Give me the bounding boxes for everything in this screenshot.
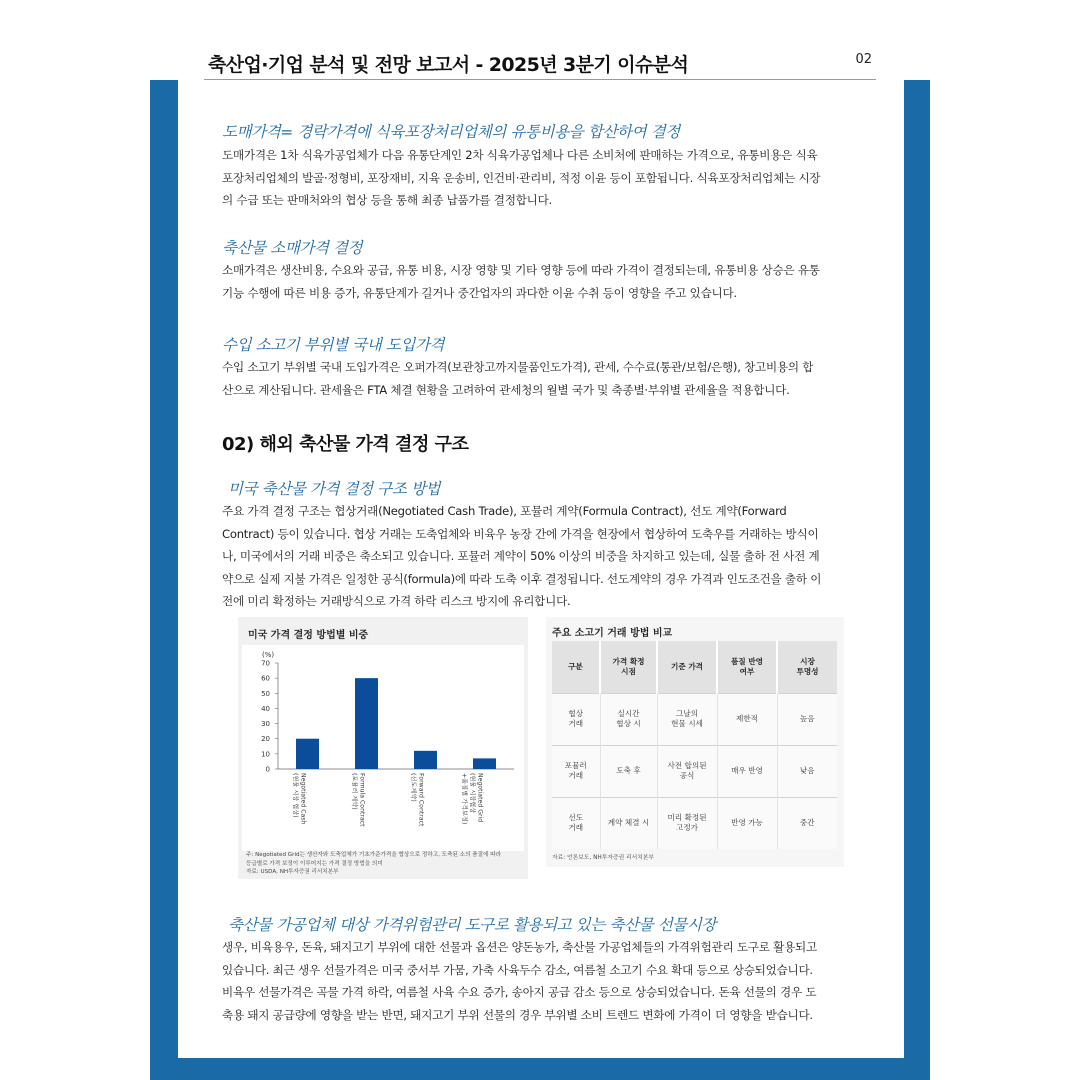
paragraph-line: 약으로 실제 지불 가격은 일정한 공식(formula)에 따라 도축 이후 결정됩니다. 선도계약의 경우 가격과 인도조건을 출하 이 (222, 571, 822, 586)
table-cell: 도축 후 (600, 745, 657, 797)
y-tick-label: 0 (265, 765, 270, 774)
paragraph-line: 축용 돼지 공급량에 영향을 받는 반면, 돼지고기 부위 선물의 경우 부위별 소비 트렌드 변화에 가격이 더 영향을 받습니다. (222, 1007, 813, 1022)
y-tick-label: 70 (261, 659, 270, 668)
table-cell: 그날의 현물 시세 (657, 693, 717, 745)
chart-note-line: 주: Negotiated Grid는 생산자와 도축업체가 기초가준가격을 협상으로 정하고, 도축된 소의 품질에 따라 (246, 852, 502, 858)
table-cell: 실시간 협상 시 (600, 693, 657, 745)
svg-text:Negotiated Cash: Negotiated Cash (299, 773, 307, 825)
paragraph-line: Contract) 등이 있습니다. 협상 거래는 도축업체와 비육우 농장 간에 가격을 현장에서 협상하여 도축우를 거래하는 방식이 (222, 526, 819, 541)
table-cell: 제한적 (717, 693, 777, 745)
y-tick-label: 60 (261, 674, 270, 683)
table-cell: 사전 합의된 공식 (657, 745, 717, 797)
table-cell: 높음 (777, 693, 837, 745)
page-number: 02 (855, 52, 872, 67)
svg-text:Negotiated Grid: Negotiated Grid (476, 773, 484, 823)
svg-text:Forward Contract: Forward Contract (417, 773, 425, 827)
futures-paragraph (222, 936, 882, 1026)
table-cell: 낮음 (777, 745, 837, 797)
table-row (552, 797, 837, 849)
chart-notes (246, 851, 501, 877)
bar (355, 678, 378, 769)
pricing-method-chart-panel (238, 617, 528, 879)
table-row (552, 693, 837, 745)
paragraph-line: 의 수급 또는 판매처와의 협상 등을 통해 최종 납품가를 결정합니다. (222, 193, 552, 207)
futures-section-title: 축산물 가공업체 대상 가격위험관리 도구로 활용되고 있는 축산물 선물시장 (228, 916, 716, 934)
us-method-paragraph (222, 500, 882, 613)
x-tick-label (292, 773, 307, 825)
y-tick-label: 40 (261, 704, 270, 713)
bar (296, 739, 319, 769)
table-header-cell: 기준 가격 (657, 641, 717, 693)
svg-text:(현물 시장협상: (현물 시장협상 (468, 773, 476, 814)
trade-method-table (552, 641, 837, 849)
page-header (204, 46, 876, 80)
retail-paragraph (222, 259, 882, 304)
report-title: 축산업·기업 분석 및 전망 보고서 - 2025년 3분기 이슈분석 (208, 54, 689, 76)
paragraph-line: 수입 소고기 부위별 국내 도입가격은 오퍼가격(보관창고까지물품인도가격), 관세, 수수료(통관/보험/은행), 창고비용의 합 (222, 360, 814, 374)
paragraph-line: 있습니다. 최근 생우 선물가격은 미국 중서부 가뭄, 가축 사육두수 감소, 여름철 소고기 수요 확대 등으로 상승되었습니다. (222, 962, 813, 977)
paragraph-line: 주요 가격 결정 구조는 협상거래(Negotiated Cash Trade), 포뮬러 계약(Formula Contract), 선도 계약(Forward (222, 504, 787, 518)
table-row (552, 745, 837, 797)
import-paragraph (222, 356, 882, 401)
table-header-row (552, 641, 837, 693)
paragraph-line: 소매가격은 생산비용, 수요와 공급, 유통 비용, 시장 영향 및 기타 영향 등에 따라 가격이 결정되는데, 유통비용 상승은 유통 (222, 263, 820, 277)
table-cell: 매우 반영 (717, 745, 777, 797)
svg-text:(선도계약): (선도계약) (409, 773, 417, 802)
wholesale-paragraph (222, 144, 882, 212)
svg-text:Formula Contract: Formula Contract (358, 773, 366, 827)
table-source: 자료: 언론보도, NH투자증권 리서치본부 (552, 855, 655, 861)
y-tick-label: 20 (261, 735, 270, 744)
table-title: 주요 소고기 거래 방법 비교 (552, 628, 673, 639)
table-header-cell: 가격 확정 시점 (600, 641, 657, 693)
y-tick-label: 50 (261, 689, 270, 698)
table-cell: 중간 (777, 797, 837, 849)
chart-title: 미국 가격 결정 방법별 비중 (248, 630, 369, 641)
table-cell: 선도 거래 (552, 797, 600, 849)
retail-section-title: 축산물 소매가격 결정 (222, 239, 363, 257)
bar (414, 751, 437, 769)
paragraph-line: 포장처리업체의 발골·정형비, 포장재비, 지육 운송비, 인건비·관리비, 적정 이윤 등이 포함됩니다. 식육포장처리업체는 시장 (222, 170, 821, 185)
table-header-cell: 품질 반영 여부 (717, 641, 777, 693)
table-header-cell: 시장 투명성 (777, 641, 837, 693)
svg-text:(포뮬러 계약): (포뮬러 계약) (350, 773, 358, 810)
paragraph-line: 나, 미국에서의 거래 비중은 축소되고 있습니다. 포뮬러 계약이 50% 이상의 비중을 차지하고 있는데, 실물 출하 전 사전 계 (222, 549, 820, 563)
paragraph-line: 도매가격은 1차 식육가공업체가 다음 유통단계인 2차 식육가공업체나 다른 소비처에 판매하는 가격으로, 유통비용은 식육 (222, 148, 818, 162)
svg-text:+품질별 가격보정): +품질별 가격보정) (460, 773, 468, 825)
y-tick-label: 10 (261, 750, 270, 759)
bar (473, 758, 496, 769)
us-method-section-title: 미국 축산물 가격 결정 구조 방법 (228, 480, 441, 498)
paragraph-line: 전에 미리 확정하는 거래방식으로 가격 하락 리스크 방지에 유리합니다. (222, 594, 571, 608)
table-cell: 미리 확정된 고정가 (657, 797, 717, 849)
table-cell: 포뮬러 거래 (552, 745, 600, 797)
paragraph-line: 생우, 비육용우, 돈육, 돼지고기 부위에 대한 선물과 옵션은 양돈농가, 축산물 가공업체들의 가격위험관리 도구로 활용되고 (222, 940, 817, 954)
y-tick-label: 30 (261, 720, 270, 729)
trade-method-table-panel (546, 617, 844, 867)
chart-note-line: 자료: USDA, NH투자증권 리서치본부 (246, 869, 339, 876)
pricing-method-bar-chart (242, 645, 524, 851)
table-header-cell: 구분 (552, 641, 600, 693)
table-cell: 협상 거래 (552, 693, 600, 745)
overseas-heading: 02) 해외 축산물 가격 결정 구조 (222, 434, 469, 455)
import-section-title: 수입 소고기 부위별 국내 도입가격 (222, 336, 445, 354)
table-cell: 계약 체결 시 (600, 797, 657, 849)
svg-text:(현물 시장 협상): (현물 시장 협상) (291, 773, 299, 818)
y-axis-unit: (%) (262, 651, 275, 659)
wholesale-section-title: 도매가격= 경락가격에 식육포장처리업체의 유통비용을 합산하여 결정 (222, 123, 680, 141)
paragraph-line: 산으로 계산됩니다. 관세율은 FTA 체결 현황을 고려하여 관세청의 월별 국가 및 축종별·부위별 관세율을 적용합니다. (222, 382, 790, 397)
chart-note-line: 등급별로 가격 보정이 이루어지는 가격 결정 방법을 의미 (246, 860, 383, 867)
table-cell: 반영 가능 (717, 797, 777, 849)
paragraph-line: 비육우 선물가격은 곡물 가격 하락, 여름철 사육 수요 증가, 송아지 공급 감소 등으로 상승되었습니다. 돈육 선물의 경우 도 (222, 985, 817, 999)
paragraph-line: 기능 수행에 따른 비용 증가, 유통단계가 길거나 중간업자의 과다한 이윤 수취 등이 영향을 주고 있습니다. (222, 285, 737, 300)
